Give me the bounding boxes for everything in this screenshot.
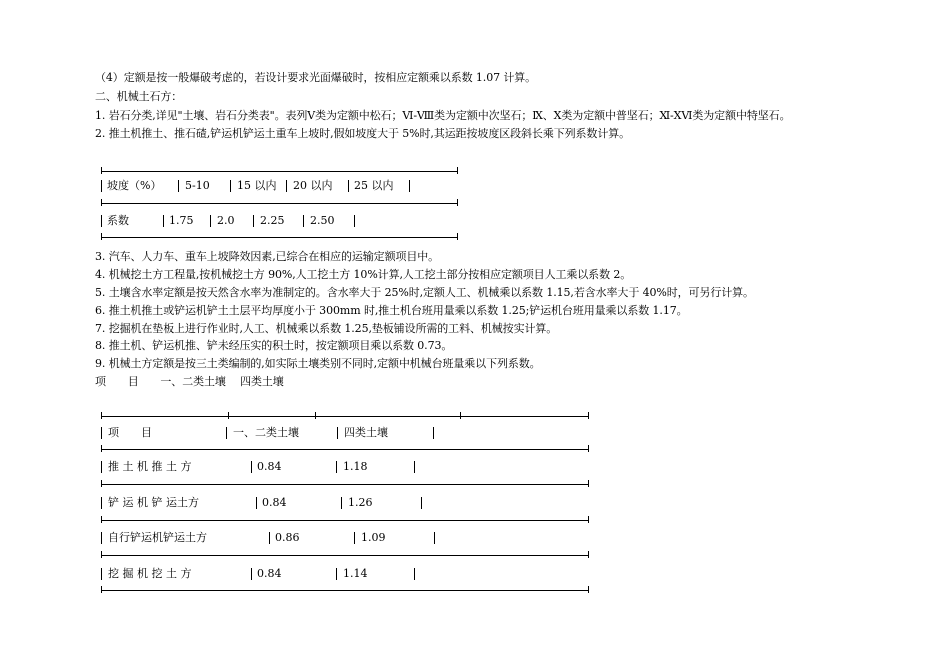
table1-row-label: 系数 <box>107 214 129 227</box>
table2-header-item: 项 目 <box>108 426 152 439</box>
section-heading-machinery: 二、机械土石方： <box>95 90 183 103</box>
table1-header-slope: 坡度（%） <box>107 179 162 192</box>
rule-soil-class: 9. 机械土方定额是按三土类编制的,如实际土壤类别不同时,定额中机械台班量乘以下列系数。 <box>95 357 541 370</box>
rule-excavation-ratio: 4. 机械挖土方工程量,按机械挖土方 90%,人工挖土方 10%计算,人工挖土部分按相应定额项目人工乘以系数 2。 <box>95 268 632 281</box>
table1-header-20: 20 以内 <box>293 179 333 192</box>
table2-row1-class4: 1.18 <box>343 460 368 473</box>
table2-row2-class4: 1.26 <box>348 496 373 509</box>
table2-row3-item: 自行铲运机铲运土方 <box>108 531 207 544</box>
table1-value-25: 2.50 <box>310 214 335 227</box>
rule-transport: 3. 汽车、人力车、重车上坡降效因素,已综合在相应的运输定额项目中。 <box>95 250 440 263</box>
table2-row2-class12: 0.84 <box>262 496 287 509</box>
rule-slope: 2. 推土机推土、推石碴,铲运机铲运土重车上坡时,假如坡度大于 5%时,其运距按坡度区段斜长乘下列系数计算。 <box>95 127 631 140</box>
table2-row3-class12: 0.86 <box>275 531 300 544</box>
table2-header-class4: 四类土壤 <box>344 426 388 439</box>
table2-row4-class12: 0.84 <box>257 567 282 580</box>
table2-row2-item: 铲 运 机 铲 运土方 <box>108 496 199 509</box>
table1-header-15: 15 以内 <box>237 179 277 192</box>
table2-header-class12: 一、二类土壤 <box>233 426 299 439</box>
table1-header-25: 25 以内 <box>354 179 394 192</box>
rule-uncompacted: 8. 推土机、铲运机推、铲未经压实的积土时，按定额项目乘以系数 0.73。 <box>95 339 453 352</box>
table2-row3-class4: 1.09 <box>361 531 386 544</box>
table1-value-15: 2.0 <box>217 214 235 227</box>
rule-mat-work: 7. 挖掘机在垫板上进行作业时,人工、机械乘以系数 1.25,垫板铺设所需的工料、机械按实计算。 <box>95 322 558 335</box>
table2-row4-item: 挖 掘 机 挖 土 方 <box>108 567 192 580</box>
table1-value-5-10: 1.75 <box>169 214 194 227</box>
rule-thin-layer: 6. 推土机推土或铲运机铲土土层平均厚度小于 300mm 时,推土机台班用量乘以系数 1.25;铲运机台班用量乘以系数 1.17。 <box>95 304 688 317</box>
soil-table-caption: 项 目 一、二类土壤 四类土壤 <box>95 375 284 388</box>
table1-value-20: 2.25 <box>260 214 285 227</box>
table2-row1-class12: 0.84 <box>257 460 282 473</box>
note-blasting: （4）定额是按一般爆破考虑的，若设计要求光面爆破时，按相应定额乘以系数 1.07 计算。 <box>95 71 537 84</box>
table2-row4-class4: 1.14 <box>343 567 368 580</box>
table1-header-5-10: 5-10 <box>185 179 210 192</box>
rule-rock-classification: 1. 岩石分类,详见"土壤、岩石分类表"。表列Ⅴ类为定额中松石；Ⅵ-Ⅷ类为定额中次坚石；Ⅸ、Ⅹ类为定额中普坚石；Ⅺ-ⅩⅥ类为定额中特坚石。 <box>95 109 791 122</box>
rule-moisture: 5. 土壤含水率定额是按天然含水率为准制定的。含水率大于 25%时,定额人工、机械乘以系数 1.15,若含水率大于 40%时，可另行计算。 <box>95 286 754 299</box>
table2-row1-item: 推 土 机 推 土 方 <box>108 460 192 473</box>
